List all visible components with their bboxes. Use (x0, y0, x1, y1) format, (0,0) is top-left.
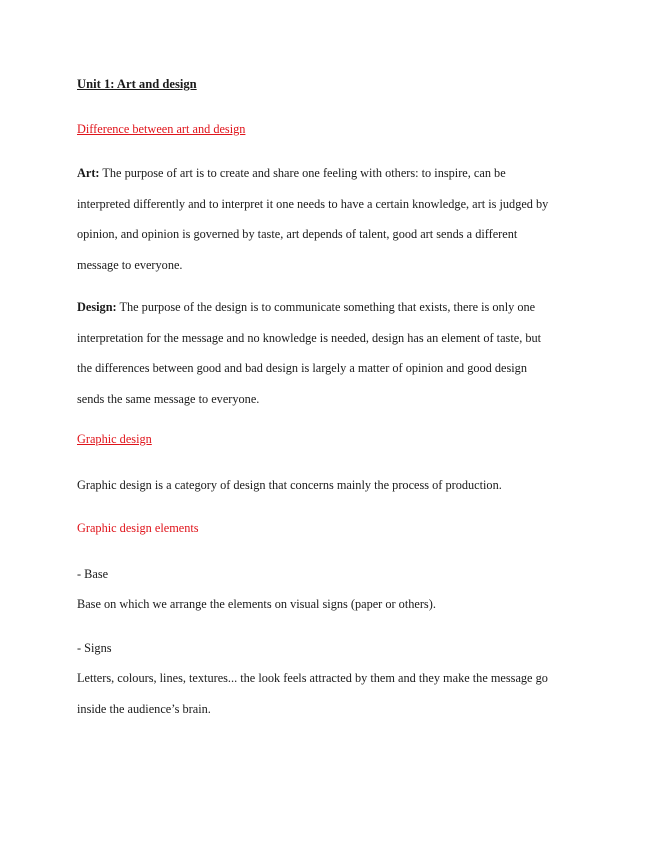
art-line-4: message to everyone. (77, 258, 183, 273)
art-line-2: interpreted differently and to interpret it one needs to have a certain knowledge, art is judged by (77, 196, 549, 211)
signs-paragraph (77, 663, 577, 724)
signs-line-2: inside the audience’s brain. (77, 701, 211, 716)
design-text-1: The purpose of the design is to communicate something that exists, there is only one (116, 300, 536, 314)
signs-label: - Signs (77, 641, 112, 655)
design-line-3: the differences between good and bad design is largely a matter of opinion and good design (77, 361, 527, 376)
design-line-2: interpretation for the message and no knowledge is needed, design has an element of taste, but (77, 330, 542, 345)
heading-difference: Difference between art and design (77, 122, 246, 136)
art-paragraph (77, 158, 577, 281)
signs-line-1: Letters, colours, lines, textures... the look feels attracted by them and they make the message go (77, 671, 548, 685)
design-line-1 (77, 292, 577, 323)
page-title: Unit 1: Art and design (77, 77, 197, 91)
design-label: Design: (77, 300, 117, 314)
graphic-design-text: Graphic design is a category of design that concerns mainly the process of production. (77, 478, 502, 492)
art-line-3: opinion, and opinion is governed by taste, art depends of talent, good art sends a different (77, 227, 518, 242)
art-label: Art: (77, 166, 100, 180)
design-paragraph (77, 292, 577, 415)
heading-graphic-design: Graphic design (77, 432, 152, 446)
base-label: - Base (77, 567, 109, 581)
art-text-1: The purpose of art is to create and share one feeling with others: to inspire, can be (99, 166, 506, 180)
design-line-4: sends the same message to everyone. (77, 392, 260, 407)
base-text: Base on which we arrange the elements on visual signs (paper or others). (77, 597, 436, 611)
heading-elements: Graphic design elements (77, 521, 199, 535)
art-line-1 (77, 158, 577, 189)
